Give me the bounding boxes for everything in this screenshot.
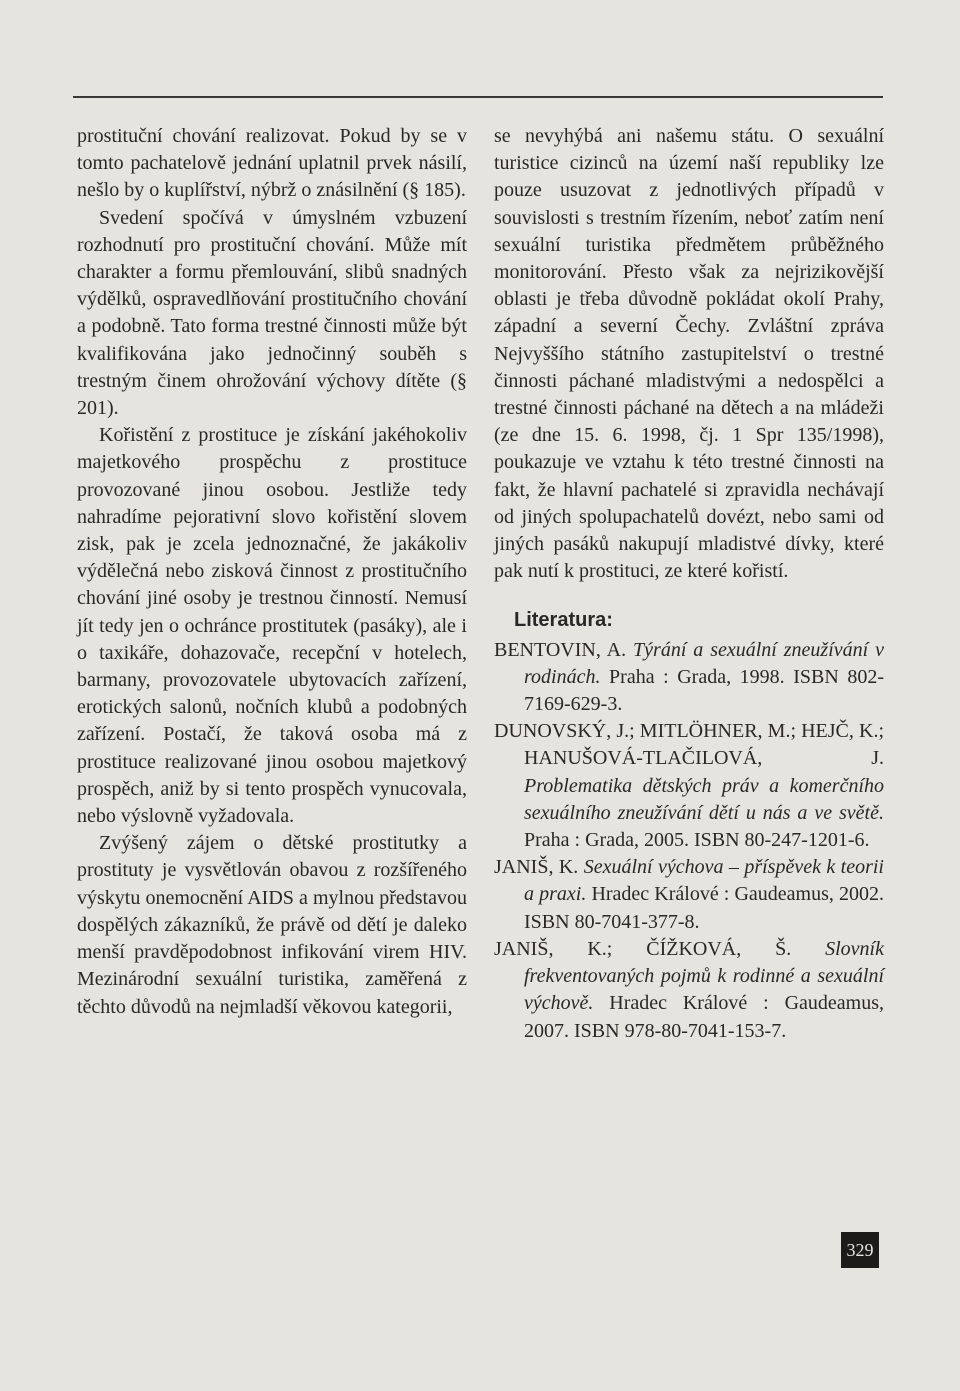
paragraph: Zvýšený zájem o dětské prostitutky a prostituty je vysvětlován obavou z rozšířeného výskytu onemocnění AIDS a mylnou představou dospělých zákazníků, že právě od dětí je daleko menší pravděpodobnost infikování virem HIV. Mezinárodní sexuální turistika, zaměřená z těchto důvodů na nejmladší věkovou kategorii,	[77, 832, 467, 1018]
paragraph: Svedení spočívá v úmyslném vzbuzení rozhodnutí pro prostituční chování. Může mít charakter a formu přemlouvání, slibů snadných výdělků, ospravedlňování prostitučního chování a podobně. Tato forma trestné činnosti může být kvalifikována jako jednočinný souběh s trestným činem ohrožování výchovy dítěte (§ 201).	[77, 206, 467, 420]
reference-item: JANIŠ, K. Sexuální výchova – příspěvek k teorii a praxi. Hradec Králové : Gaudeamus, 2002. ISBN 80-7041-377-8.	[494, 856, 884, 933]
reference-item: DUNOVSKÝ, J.; MITLÖHNER, M.; HEJČ, K.; HANUŠOVÁ-TLAČILOVÁ, J. Problematika dětských práv a komerčního sexuálního zneužívání dětí u nás a ve světě. Praha : Grada, 2005. ISBN 80-247-1201-6.	[494, 720, 884, 852]
header-rule	[73, 96, 883, 98]
literature-heading: Literatura:	[514, 609, 613, 632]
paragraph: se nevyhýbá ani našemu státu. O sexuální turistice cizinců na území naší republiky lze pouze usuzovat z jednotlivých případů v souvislosti s trestním řízením, neboť zatím není sexuální turistika předmětem průběžného monitorování. Přesto však za nejrizikovější oblasti je třeba důvodně pokládat okolí Prahy, západní a severní Čechy. Zvláštní zpráva Nejvyššího státního zastupitelství o trestné činnosti páchané mladistvými a nedospělci a trestné činnosti páchané na dětech a na mládeži (ze dne 15. 6. 1998, čj. 1 Spr 135/1998), poukazuje ve vztahu k této trestné činnosti na fakt, že hlavní pachatelé si zpravidla nechávají od jiných spolupachatelů dovézt, nebo sami od jiných pasáků nakupují mladistvé dívky, které pak nutí k prostituci, ze které kořistí.	[494, 125, 884, 583]
reference-item: BENTOVIN, A. Týrání a sexuální zneužívání v rodinách. Praha : Grada, 1998. ISBN 802-7169-629-3.	[494, 638, 884, 716]
reference-item: JANIŠ, K.; ČÍŽKOVÁ, Š. Slovník frekventovaných pojmů k rodinné a sexuální výchově. Hradec Králové : Gaudeamus, 2007. ISBN 978-80-7041-153-7.	[494, 937, 884, 1042]
right-column	[494, 123, 884, 1045]
left-column	[77, 123, 467, 1021]
paragraph: Kořistění z prostituce je získání jakéhokoliv majetkového prospěchu z prostituce provozované jinou osobou. Jestliže tedy nahradíme pejorativní slovo kořistění slovem zisk, pak je zcela jednoznačné, že jakákoliv výdělečná nebo zisková činnost z prostitučního chování jiné osoby je trestnou činností. Nemusí jít tedy jen o ochránce prostitutek (pasáky), ale i o taxikáře, dohazovače, recepční v hotelech, barmany, provozovatele ubytovacích zařízení, erotických salonů, nočních klubů a podobných zařízení. Postačí, že taková osoba má z prostituce realizované jinou osobou majetkový prospěch, aniž by si tento prospěch vynucovala, nebo výslovně vyžadovala.	[77, 424, 467, 828]
paragraph: prostituční chování realizovat. Pokud by se v tomto pachatelově jednání uplatnil prvek násilí, nešlo by o kuplířství, nýbrž o znásilnění (§ 185).	[77, 125, 467, 202]
page-number: 329	[841, 1232, 879, 1268]
